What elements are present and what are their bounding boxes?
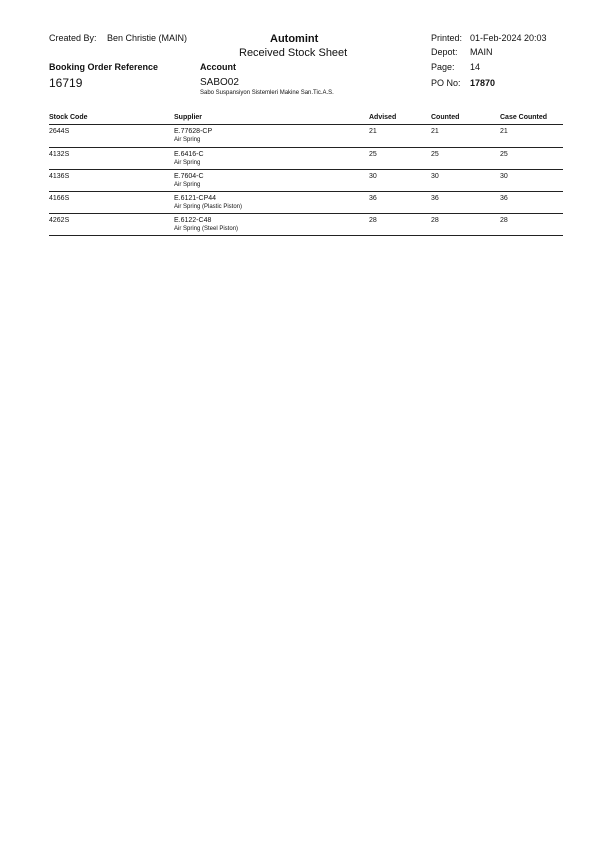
row-divider [49, 235, 563, 236]
row-supplier-code: E.6121-CP44 [174, 195, 217, 202]
header-divider [49, 124, 563, 125]
po-label: PO No: [431, 78, 461, 88]
sheet-title: Received Stock Sheet [239, 47, 348, 59]
created-by-label: Created By: [49, 33, 97, 43]
row-counted: 28 [431, 217, 439, 224]
row-case-counted: 36 [500, 195, 508, 202]
created-by-value: Ben Christie (MAIN) [107, 33, 188, 43]
row-supplier-code: E.77628-CP [174, 128, 213, 135]
depot-label: Depot: [431, 47, 458, 57]
printed-label: Printed: [431, 33, 463, 43]
row-supplier-code: E.7604-C [174, 173, 204, 180]
row-advised: 21 [369, 128, 377, 135]
col-counted: Counted [431, 114, 460, 121]
col-stock-code: Stock Code [49, 114, 88, 121]
row-description: Air Spring (Steel Piston) [174, 226, 239, 232]
row-case-counted: 28 [500, 217, 508, 224]
depot-value: MAIN [470, 47, 493, 57]
row-case-counted: 21 [500, 128, 508, 135]
row-counted: 30 [431, 173, 439, 180]
page-label: Page: [431, 62, 455, 72]
company-name: Automint [270, 33, 319, 45]
row-stock-code: 4136S [49, 173, 70, 180]
row-advised: 36 [369, 195, 377, 202]
page-value: 14 [470, 62, 481, 72]
row-counted: 36 [431, 195, 439, 202]
printed-value: 01-Feb-2024 20:03 [470, 33, 547, 43]
account-label: Account [200, 62, 236, 72]
row-stock-code: 2644S [49, 128, 70, 135]
col-case-counted: Case Counted [500, 114, 548, 121]
row-divider [49, 147, 563, 148]
row-advised: 28 [369, 217, 377, 224]
row-counted: 25 [431, 151, 439, 158]
row-stock-code: 4262S [49, 217, 70, 224]
row-supplier-code: E.6122-C48 [174, 217, 212, 224]
row-supplier-code: E.6416-C [174, 151, 204, 158]
row-counted: 21 [431, 128, 439, 135]
booking-ref-label: Booking Order Reference [49, 62, 159, 72]
row-stock-code: 4166S [49, 195, 70, 202]
booking-ref-value: 16719 [49, 76, 83, 90]
row-case-counted: 25 [500, 151, 508, 158]
row-description: Air Spring [174, 182, 201, 188]
row-advised: 30 [369, 173, 377, 180]
po-value: 17870 [470, 78, 496, 88]
row-advised: 25 [369, 151, 377, 158]
row-divider [49, 213, 563, 214]
row-divider [49, 169, 563, 170]
row-description: Air Spring [174, 137, 201, 143]
row-stock-code: 4132S [49, 151, 70, 158]
col-supplier: Supplier [174, 114, 203, 121]
row-case-counted: 30 [500, 173, 508, 180]
row-description: Air Spring (Plastic Piston) [174, 204, 243, 210]
row-divider [49, 191, 563, 192]
row-description: Air Spring [174, 160, 201, 166]
account-name: Sabo Suspansiyon Sistemleri Makine San.Tic.A.S. [200, 90, 334, 96]
col-advised: Advised [369, 114, 397, 121]
account-code: SABO02 [200, 77, 239, 88]
